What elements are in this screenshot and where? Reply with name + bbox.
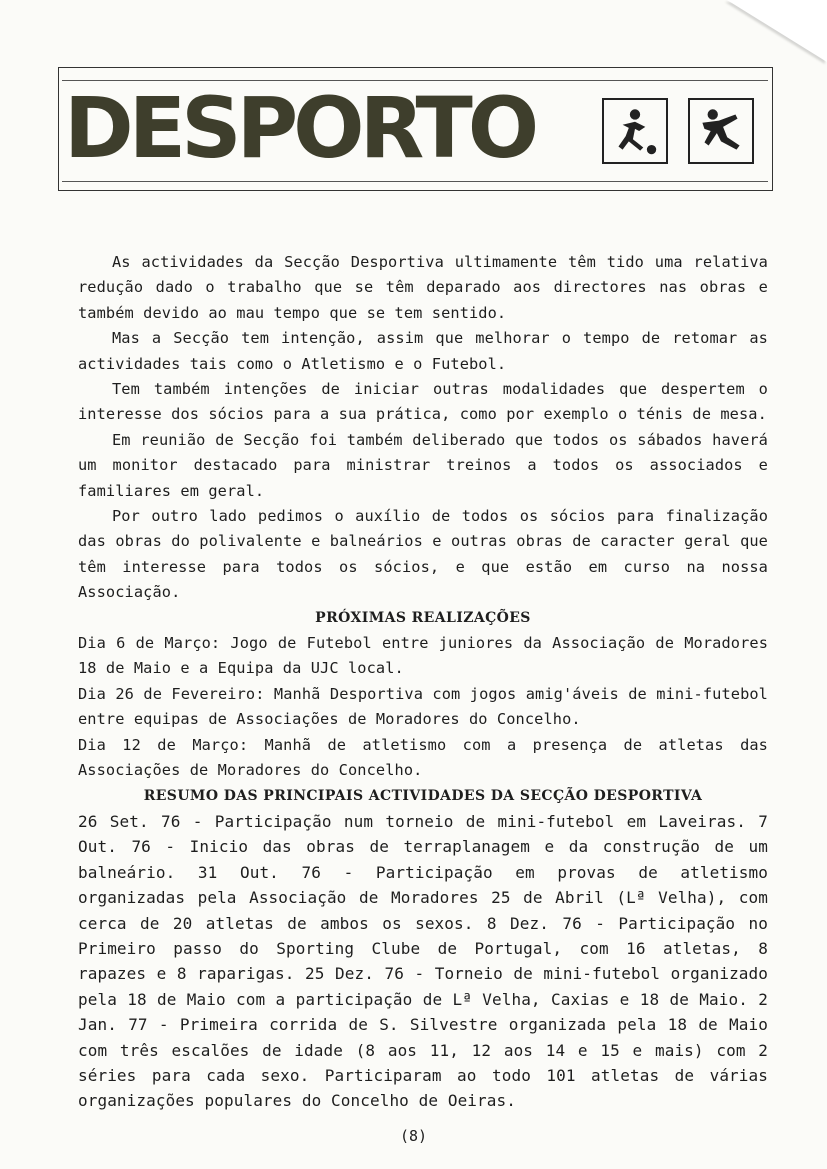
upcoming-item: Dia 6 de Março: Jogo de Futebol entre juniores da Associação de Moradores 18 de Maio e a Equipa da UJC local. [78,634,768,678]
article-body [78,250,768,1114]
section-title: DESPORTO [64,79,535,177]
upcoming-item: Dia 12 de Março: Manhã de atletismo com a presença de atletas das Associações de Moradores do Concelho. [78,735,768,780]
paragraph: Mas a Secção tem intenção, assim que melhorar o tempo de retomar as actividades tais como o Atletismo e o Futebol. [78,329,768,373]
upcoming-heading: PRÓXIMAS REALIZAÇÕES [315,609,531,626]
football-player-icon [602,98,668,164]
paragraph: Por outro lado pedimos o auxílio de todos os sócios para finalização das obras do polivalente e balneários e outras obras de caracter geral que têm interesse para todos os sócios, e que estão em curso na nossa Associação. [78,507,768,602]
paragraph: Em reunião de Secção foi também deliberado que todos os sábados haverá um monitor destacado para ministrar treinos a todos os associados e familiares em geral. [78,430,768,500]
upcoming-item: Dia 26 de Fevereiro: Manhã Desportiva com jogos amig'áveis de mini-futebol entre equipas de Associações de Moradores do Concelho. [78,684,768,729]
page-number: (8) [399,1127,428,1145]
summary-text: 26 Set. 76 - Participação num torneio de mini-futebol em Laveiras. 7 Out. 76 - Inicio das obras de terraplanagem e da construção de um balneário. 31 Out. 76 - Participação em provas de atletismo organizadas pela Associação de Moradores 25 de Abril (Lª Velha), com cerca de 20 atletas de ambos os sexos. 8 Dez. 76 - Participação no Primeiro passo do Sporting Clube de Portugal, com 16 atletas, 8 rapazes e 8 raparigas. 25 Dez. 76 - Torneio de mini-futebol organizado pela 18 de Maio com a participação de Lª Velha, Caxias e 18 de Maio. 2 Jan. 77 - Primeira corrida de S. Silvestre organizada pela 18 de Maio com três escalões de idade (8 aos 11, 12 aos 14 e 15 e mais) com 2 séries para cada sexo. Participaram ao todo 101 atletas de várias organizações populares do Concelho de Oeiras. [78,811,768,1111]
paragraph: Tem também intenções de iniciar outras modalidades que despertem o interesse dos sócios para a sua prática, como por exemplo o ténis de mesa. [78,380,768,424]
athlete-icon [688,98,754,164]
folded-page-corner [727,0,827,62]
paragraph: As actividades da Secção Desportiva ultimamente têm tido uma relativa redução dado o trabalho que se têm deparado aos directores nas obras e também devido ao mau tempo que se tem sentido. [78,253,768,322]
summary-heading: RESUMO DAS PRINCIPAIS ACTIVIDADES DA SECÇÃO DESPORTIVA [143,787,703,804]
